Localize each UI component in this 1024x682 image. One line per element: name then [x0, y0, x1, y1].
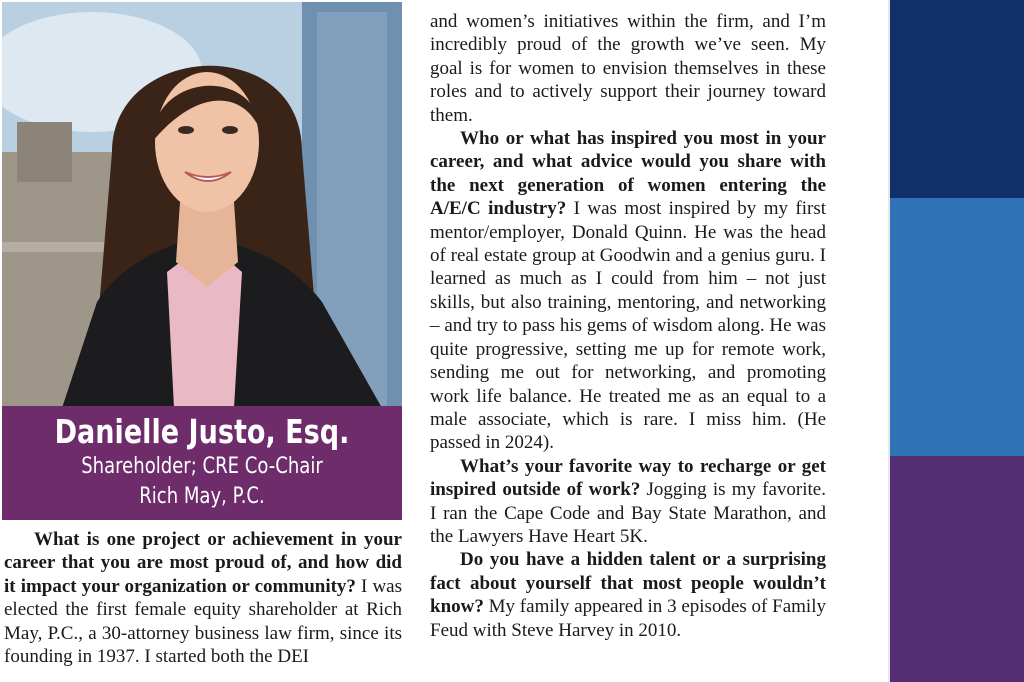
question-1: What is one project or achievement in your career that you are most proud of, and how did it impact your organization or community?	[4, 529, 402, 597]
color-bar-blue	[890, 198, 1024, 456]
answer-4: My family appeared in 3 episodes of Family Feud with Steve Harvey in 2010.	[430, 596, 826, 641]
answer-2: I was most inspired by my first mentor/employer, Donald Quinn. He was the head of real estate group at Goodwin and a genius guru. I learned as much as I could from him – not just skills, but also training, mentoring, and networking – and try to pass his gems of wisdom along. He was quite progressive, setting me up for remote work, sending me out for networking, and promoting work life balance. He treated me as an equal to a male associate, which is rare. I miss him. (He passed in 2024).	[430, 198, 826, 454]
person-company: Rich May, P.C.	[139, 484, 265, 509]
color-bar-navy	[890, 0, 1024, 198]
paragraph-q2	[430, 127, 826, 455]
color-bar-purple	[890, 456, 1024, 682]
paragraph-a1-continued: and women’s initiatives within the firm, and I’m incredibly proud of the growth we’ve seen. My goal is for women to envision themselves in these roles and to actively support their journey toward them.	[430, 11, 826, 126]
person-title: Shareholder; CRE Co-Chair	[81, 454, 323, 479]
answer-1: I was elected the first female equity shareholder at Rich May, P.C., a 30-attorney business law firm, since its founding in 1937. I started both the DEI	[4, 575, 402, 668]
paragraph-q4	[430, 548, 826, 642]
article-column-left	[4, 528, 402, 668]
question-3: What’s your favorite way to recharge or get inspired outside of work?	[430, 455, 826, 501]
paragraph-q3	[430, 455, 826, 549]
headshot-illustration	[2, 2, 402, 408]
answer-3: Jogging is my favorite. I ran the Cape Code and Bay State Marathon, and the Lawyers Have Heart 5K.	[430, 479, 826, 547]
name-banner	[2, 406, 402, 520]
question-2: Who or what has inspired you most in your career, and what advice would you share with the next generation of women entering the A/E/C industry?	[430, 128, 826, 220]
headshot-photo	[2, 2, 402, 408]
article-column-right	[430, 10, 826, 642]
person-name: Danielle Justo, Esq.	[54, 412, 350, 451]
question-4: Do you have a hidden talent or a surprising fact about yourself that most people wouldn’t know?	[430, 549, 826, 618]
paragraph-q1	[4, 528, 402, 668]
